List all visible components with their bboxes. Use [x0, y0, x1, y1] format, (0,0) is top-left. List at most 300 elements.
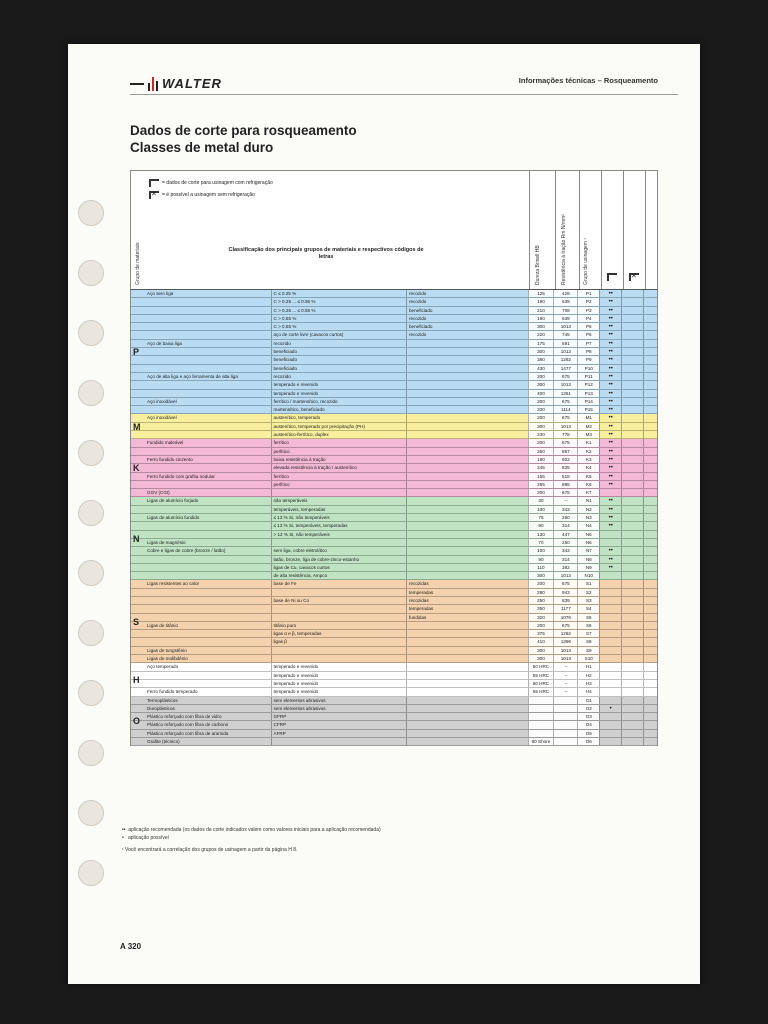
page-title — [130, 122, 357, 156]
cell-tensile: 745 — [553, 331, 577, 338]
cell-empty — [621, 439, 643, 446]
cell-tensile: 675 — [553, 622, 577, 629]
title-line-2: Classes de metal duro — [130, 140, 274, 155]
cell-empty — [643, 630, 657, 637]
cell-empty — [621, 547, 643, 554]
table-row — [131, 456, 657, 464]
cell-classification: titânio puro — [271, 622, 406, 629]
cell-tensile: 250 — [553, 539, 577, 546]
cell-machining-group: O2 — [577, 705, 599, 712]
cell-condition — [406, 406, 528, 413]
cell-tensile — [553, 713, 577, 720]
cell-recommendation: •• — [599, 547, 621, 554]
cell-classification: base de Fe — [271, 580, 406, 587]
cell-empty — [621, 638, 643, 645]
cell-empty — [621, 489, 643, 496]
material-group-h — [130, 663, 658, 696]
coolant-column-icon — [607, 273, 617, 281]
cell-machining-group: S2 — [577, 589, 599, 596]
cell-empty — [643, 589, 657, 596]
cell-classification: sem elementos abrasivos — [271, 705, 406, 712]
cell-condition — [406, 672, 528, 679]
cell-recommendation — [599, 614, 621, 621]
cell-condition — [406, 439, 528, 446]
cell-machining-group: S10 — [577, 655, 599, 662]
cell-empty — [643, 381, 657, 388]
material-group-m — [130, 414, 658, 439]
cell-machining-group: O6 — [577, 738, 599, 745]
table-row — [131, 365, 657, 373]
cell-recommendation: •• — [599, 390, 621, 397]
cell-classification: ≤ 12 % Si, temperáveis, temperadas — [271, 522, 406, 529]
table-row — [131, 705, 657, 713]
cell-tensile: 675 — [553, 489, 577, 496]
cell-machining-group: N1 — [577, 497, 599, 504]
cell-recommendation: •• — [599, 522, 621, 529]
cell-empty — [621, 473, 643, 480]
cell-empty — [643, 298, 657, 305]
cell-classification: austenítico, temperado — [271, 414, 406, 421]
brand-name: WALTER — [162, 76, 222, 91]
cell-condition: recozido — [406, 315, 528, 322]
cell-recommendation: •• — [599, 456, 621, 463]
cell-classification: latão, bronze, liga de cobre-zinco-estanho — [271, 556, 406, 563]
cell-tensile: 675 — [553, 373, 577, 380]
cell-recommendation: •• — [599, 464, 621, 471]
cell-machining-group: P1 — [577, 290, 599, 297]
cell-machining-group: O1 — [577, 697, 599, 704]
cell-hardness: 200 — [528, 414, 554, 421]
cell-classification: temperado e revenido — [271, 672, 406, 679]
group-letter: H — [133, 674, 140, 685]
cell-hardness — [528, 697, 554, 704]
cell-tensile: – — [553, 688, 577, 695]
cell-tensile — [553, 697, 577, 704]
cell-empty — [643, 713, 657, 720]
table-row — [131, 331, 657, 339]
cell-recommendation: •• — [599, 473, 621, 480]
cell-empty — [643, 697, 657, 704]
cell-material — [131, 481, 271, 488]
cell-empty — [621, 531, 643, 538]
cell-classification: ligas de Cu, cavacos curtos — [271, 564, 406, 571]
cell-empty — [621, 423, 643, 430]
cell-machining-group: H2 — [577, 672, 599, 679]
cell-hardness: 90 — [528, 522, 554, 529]
cell-material — [131, 630, 271, 637]
walter-logo — [130, 76, 222, 91]
cell-empty — [621, 298, 643, 305]
cell-recommendation — [599, 580, 621, 587]
cell-condition — [406, 531, 528, 538]
cell-empty — [643, 647, 657, 654]
cell-hardness: 175 — [528, 340, 554, 347]
cell-recommendation: •• — [599, 506, 621, 513]
cell-machining-group: H3 — [577, 680, 599, 687]
cell-material — [131, 556, 271, 563]
cell-condition: recozidas — [406, 597, 528, 604]
group-letter: S — [133, 616, 140, 627]
cell-empty — [643, 290, 657, 297]
cell-classification: perlítico — [271, 481, 406, 488]
cell-hardness: 300 — [528, 572, 554, 579]
table-row — [131, 473, 657, 481]
legend-cooling: = dados de corte para usinagem com refrigeração — [149, 179, 273, 187]
cell-hardness: 245 — [528, 464, 554, 471]
cell-tensile: 675 — [553, 414, 577, 421]
cell-recommendation: •• — [599, 298, 621, 305]
table-row — [131, 414, 657, 422]
cell-material: Ferro fundido com grafita nodular — [147, 473, 215, 479]
cell-empty — [643, 414, 657, 421]
cell-recommendation — [599, 672, 621, 679]
cell-recommendation — [599, 630, 621, 637]
cell-classification: beneficiado — [271, 356, 406, 363]
cell-machining-group: P11 — [577, 373, 599, 380]
cell-tensile: 639 — [553, 315, 577, 322]
material-group-k — [130, 439, 658, 497]
cell-empty — [621, 713, 643, 720]
cell-hardness: 300 — [528, 647, 554, 654]
group-letter: O — [133, 716, 141, 727]
table-row — [131, 680, 657, 688]
cell-material: Aço sem liga — [147, 291, 174, 296]
cell-hardness: 375 — [528, 630, 554, 637]
cell-tensile: 778 — [553, 431, 577, 438]
cell-hardness: 100 — [528, 547, 554, 554]
table-row — [131, 506, 657, 514]
cell-hardness: 70 — [528, 539, 554, 546]
cell-empty — [621, 456, 643, 463]
cell-machining-group: K5 — [577, 473, 599, 480]
cell-tensile: 1013 — [553, 323, 577, 330]
cell-empty — [621, 663, 643, 670]
cell-empty — [643, 497, 657, 504]
cell-material — [131, 323, 271, 330]
table-header — [130, 170, 658, 290]
cell-tensile — [553, 705, 577, 712]
table-row — [131, 622, 657, 630]
cell-recommendation — [599, 605, 621, 612]
cell-recommendation: •• — [599, 340, 621, 347]
cell-tensile: 1282 — [553, 356, 577, 363]
cell-tensile: 382 — [553, 564, 577, 571]
cell-empty — [621, 373, 643, 380]
cell-recommendation — [599, 489, 621, 496]
table-row — [131, 730, 657, 738]
cell-classification: martensítico, beneficiado — [271, 406, 406, 413]
cell-recommendation: •• — [599, 323, 621, 330]
cell-empty — [643, 323, 657, 330]
cell-classification — [271, 605, 406, 612]
cell-condition: temperadas — [406, 589, 528, 596]
cell-classification: perlítico — [271, 448, 406, 455]
cell-material — [131, 347, 271, 358]
cell-machining-group: O3 — [577, 713, 599, 720]
cell-empty — [643, 398, 657, 405]
dry-tool-icon — [149, 191, 159, 199]
cell-recommendation — [599, 638, 621, 645]
cell-tensile: 1013 — [553, 348, 577, 355]
cell-hardness: 110 — [528, 564, 554, 571]
cell-tensile — [553, 730, 577, 737]
cell-classification: austenítico, temperado por precipitação (PH) — [271, 423, 406, 430]
cell-tensile: 343 — [553, 506, 577, 513]
cell-condition: beneficiado — [406, 323, 528, 330]
cell-hardness: 210 — [528, 307, 554, 314]
cell-empty — [643, 721, 657, 728]
cell-material — [131, 431, 271, 438]
cell-recommendation: •• — [599, 290, 621, 297]
cell-tensile: 518 — [553, 473, 577, 480]
cell-classification: C ≤ 0.25 % — [271, 290, 406, 297]
cell-machining-group: M1 — [577, 414, 599, 421]
cell-material — [131, 423, 271, 430]
cell-material: Aço de baixa liga — [147, 340, 182, 346]
cell-recommendation — [599, 721, 621, 728]
cell-condition — [406, 738, 528, 745]
table-row — [131, 431, 657, 439]
cell-hardness: 55 HRC — [528, 688, 554, 695]
table-row — [131, 547, 657, 555]
footnote-possible: aplicação possível — [127, 835, 169, 841]
cell-condition: beneficiado — [406, 307, 528, 314]
cell-recommendation — [599, 589, 621, 596]
cell-empty — [621, 730, 643, 737]
table-row — [131, 556, 657, 564]
cell-classification: C > 0.25 ... ≤ 0.55 % — [271, 307, 406, 314]
cell-condition — [406, 414, 528, 421]
cell-machining-group: H4 — [577, 688, 599, 695]
cell-empty — [643, 431, 657, 438]
cell-empty — [643, 663, 657, 670]
cell-empty — [643, 705, 657, 712]
cell-hardness: 200 — [528, 622, 554, 629]
cell-condition — [406, 348, 528, 355]
cell-material — [131, 572, 271, 579]
cell-hardness: 55 HRC — [528, 672, 554, 679]
cell-tensile: 1361 — [553, 390, 577, 397]
cell-tensile — [553, 738, 577, 745]
cell-classification — [271, 655, 406, 662]
cell-empty — [621, 672, 643, 679]
cell-classification: ligas β — [271, 638, 406, 645]
cell-material: Ligas de titânio — [147, 622, 178, 628]
cell-condition: fundidas — [406, 614, 528, 621]
cell-classification: temperado e revenido — [271, 390, 406, 397]
cell-machining-group: P13 — [577, 390, 599, 397]
table-row — [131, 489, 657, 497]
cell-tensile: 1013 — [553, 647, 577, 654]
cell-empty — [621, 721, 643, 728]
cell-recommendation: •• — [599, 448, 621, 455]
cell-hardness: 200 — [528, 489, 554, 496]
cell-empty — [621, 556, 643, 563]
cell-material: Duroplásticos — [147, 705, 175, 711]
cell-empty — [643, 439, 657, 446]
cell-classification: ferrítico / martensítico, recozido — [271, 398, 406, 405]
cell-hardness: 80 Shore — [528, 738, 554, 745]
cell-recommendation — [599, 663, 621, 670]
cell-empty — [621, 365, 643, 372]
cell-empty — [621, 522, 643, 529]
table-row — [131, 539, 657, 547]
cell-machining-group: P15 — [577, 406, 599, 413]
cell-condition — [406, 547, 528, 554]
cell-hardness: 330 — [528, 406, 554, 413]
cell-condition: recozido — [406, 331, 528, 338]
cell-material: Fundido maleável — [147, 440, 184, 446]
cell-classification: ≤ 12 % Si, não temperáveis — [271, 514, 406, 521]
cell-condition — [406, 489, 528, 496]
cell-empty — [621, 290, 643, 297]
cell-material: Ferro fundido temperado — [147, 689, 198, 695]
cell-empty — [621, 614, 643, 621]
cell-recommendation: •• — [599, 315, 621, 322]
cell-machining-group: O5 — [577, 730, 599, 737]
table-row — [131, 663, 657, 671]
cell-recommendation: •• — [599, 431, 621, 438]
cell-empty — [643, 315, 657, 322]
group-letter: M — [133, 421, 141, 432]
cell-hardness: 75 — [528, 514, 554, 521]
cell-machining-group: P14 — [577, 398, 599, 405]
table-row — [131, 738, 657, 746]
cell-machining-group: P5 — [577, 323, 599, 330]
cell-recommendation — [599, 647, 621, 654]
cell-condition — [406, 514, 528, 521]
cell-recommendation — [599, 730, 621, 737]
cell-hardness: 60 HRC — [528, 680, 554, 687]
classification-heading: Classificação dos principais grupos de materiais e respectivos códigos de letras — [228, 247, 424, 260]
cell-hardness: 300 — [528, 381, 554, 388]
cell-recommendation: •• — [599, 564, 621, 571]
table-row — [131, 340, 657, 348]
cell-tensile: 943 — [553, 589, 577, 596]
cell-empty — [643, 730, 657, 737]
cell-empty — [643, 473, 657, 480]
cell-machining-group: N2 — [577, 506, 599, 513]
table-row — [131, 672, 657, 680]
cell-hardness: 300 — [528, 655, 554, 662]
cell-empty — [621, 406, 643, 413]
cell-machining-group: N6 — [577, 539, 599, 546]
table-row — [131, 605, 657, 613]
table-row — [131, 481, 657, 489]
cell-condition — [406, 630, 528, 637]
cell-material — [131, 381, 271, 388]
cell-classification: C > 0.25 ... ≤ 0.55 % — [271, 298, 406, 305]
table-row — [131, 564, 657, 572]
cell-classification: recozido — [271, 373, 406, 380]
cell-condition — [406, 448, 528, 455]
cell-classification: beneficiado — [271, 365, 406, 372]
cell-machining-group: N10 — [577, 572, 599, 579]
cell-empty — [621, 688, 643, 695]
cell-empty — [621, 506, 643, 513]
cell-empty — [621, 514, 643, 521]
cell-condition — [406, 381, 528, 388]
group-label: Grupo de materiais — [135, 242, 141, 285]
cell-empty — [643, 605, 657, 612]
cell-condition — [406, 556, 528, 563]
cell-hardness — [528, 705, 554, 712]
cell-hardness: 300 — [528, 323, 554, 330]
cell-empty — [621, 390, 643, 397]
cell-recommendation: •• — [599, 497, 621, 504]
cell-tensile: 885 — [553, 481, 577, 488]
cell-material — [131, 506, 271, 513]
cell-recommendation — [599, 738, 621, 745]
cell-empty — [643, 547, 657, 554]
cell-tensile — [553, 721, 577, 728]
cell-tensile: – — [553, 497, 577, 504]
cell-empty — [643, 614, 657, 621]
cell-classification — [271, 614, 406, 621]
cell-material: Aço inoxidável — [147, 398, 177, 404]
cell-tensile: – — [553, 663, 577, 670]
cell-material: Ligas resistentes ao calor — [147, 581, 200, 587]
cell-classification: base de Ni ou Co — [271, 597, 406, 604]
cell-classification — [271, 589, 406, 596]
cell-hardness: 400 — [528, 390, 554, 397]
table-row — [131, 713, 657, 721]
cell-material: Ferro fundido cinzento — [147, 456, 193, 462]
cell-material — [131, 356, 271, 363]
cell-hardness: 320 — [528, 614, 554, 621]
cell-material — [131, 298, 271, 305]
cell-tensile: 1013 — [553, 655, 577, 662]
cell-condition — [406, 431, 528, 438]
cutting-data-table — [130, 170, 658, 746]
cell-recommendation — [599, 539, 621, 546]
cell-classification: GFRP — [271, 713, 406, 720]
cell-tensile: 1013 — [553, 381, 577, 388]
cell-material — [131, 448, 271, 455]
dry-column-icon — [629, 273, 639, 281]
cell-machining-group: S9 — [577, 647, 599, 654]
cell-condition — [406, 647, 528, 654]
cell-material: Plástico reforçado com fibra de carbono — [147, 722, 229, 728]
cell-empty — [621, 414, 643, 421]
cell-empty — [643, 456, 657, 463]
cell-material: Ligas de molibdênio — [147, 656, 188, 662]
cell-tensile: 675 — [553, 398, 577, 405]
cell-tensile: 1013 — [553, 572, 577, 579]
cell-material — [131, 597, 271, 604]
cell-condition — [406, 638, 528, 645]
cell-empty — [643, 423, 657, 430]
cell-empty — [643, 373, 657, 380]
cell-machining-group: N8 — [577, 556, 599, 563]
cell-hardness: 200 — [528, 398, 554, 405]
cell-empty — [621, 381, 643, 388]
cell-empty — [643, 464, 657, 471]
cell-classification: recozido — [271, 340, 406, 347]
cell-condition: recozido — [406, 298, 528, 305]
cell-classification: não temperáveis — [271, 497, 406, 504]
cell-condition — [406, 365, 528, 372]
cell-material — [131, 589, 271, 596]
cell-tensile: 314 — [553, 556, 577, 563]
table-row — [131, 423, 657, 431]
cell-hardness: 200 — [528, 580, 554, 587]
cell-condition — [406, 688, 528, 695]
table-row — [131, 497, 657, 505]
cell-condition — [406, 730, 528, 737]
cell-machining-group: P12 — [577, 381, 599, 388]
cell-machining-group: S3 — [577, 597, 599, 604]
